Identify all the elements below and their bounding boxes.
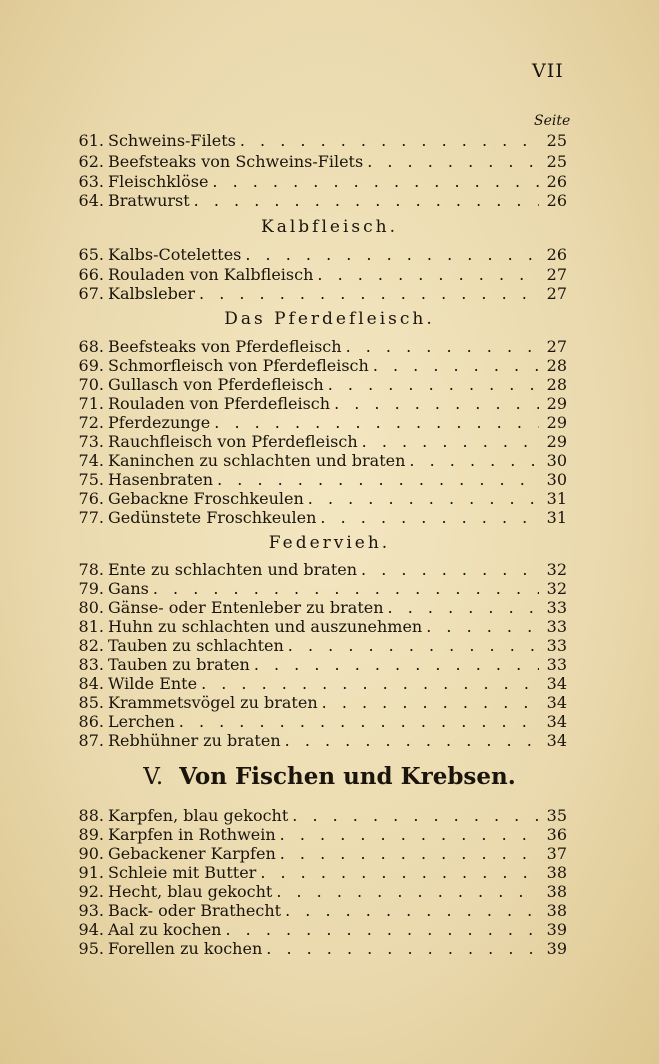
toc-entry xyxy=(64,508,567,528)
entry-page: 35 xyxy=(546,806,567,825)
entry-number: 61. xyxy=(78,131,104,150)
entry-number: 67. xyxy=(78,284,104,303)
entry-title: Rauchfleisch von Pferdefleisch xyxy=(108,432,358,451)
entry-page: 34 xyxy=(546,693,567,712)
entry-page: 33 xyxy=(546,655,567,674)
entry-number: 70. xyxy=(78,375,104,394)
entry-title: Beefsteaks von Pferdefleisch xyxy=(108,337,342,356)
dot-leader xyxy=(250,655,539,674)
entry-page: 38 xyxy=(546,882,567,901)
entry-page: 34 xyxy=(546,712,567,731)
entry-title: Schleie mit Butter xyxy=(108,863,257,882)
entry-title: Tauben zu braten xyxy=(108,655,250,674)
toc-entry xyxy=(64,598,567,618)
section-heading: Federvieh. xyxy=(268,533,391,553)
entry-page: 29 xyxy=(546,432,567,451)
chapter-title: Von Fischen und Krebsen. xyxy=(179,763,516,790)
entry-title: Kalbs-Cotelettes xyxy=(108,245,242,264)
dot-leader xyxy=(272,882,539,901)
entry-page: 26 xyxy=(546,245,567,264)
toc-entry xyxy=(64,356,567,376)
toc-entry xyxy=(64,863,567,883)
dot-leader xyxy=(281,901,539,920)
entry-page: 30 xyxy=(546,470,567,489)
entry-number: 85. xyxy=(78,693,104,712)
dot-leader xyxy=(276,825,539,844)
dot-leader xyxy=(236,131,539,150)
entry-number: 68. xyxy=(78,337,104,356)
page-number: VII xyxy=(532,60,564,82)
entry-title: Kalbsleber xyxy=(108,284,196,303)
dot-leader xyxy=(256,863,539,882)
entry-number: 81. xyxy=(78,617,104,636)
entry-page: 29 xyxy=(546,394,567,413)
entry-page: 31 xyxy=(546,508,567,527)
toc-entry xyxy=(64,470,567,490)
entry-number: 77. xyxy=(78,508,104,527)
dot-leader xyxy=(324,375,539,394)
entry-title: Gedünstete Froschkeulen xyxy=(108,508,317,527)
dot-leader xyxy=(363,152,539,171)
entry-number: 83. xyxy=(78,655,104,674)
toc-entry xyxy=(64,394,567,414)
entry-title: Gullasch von Pferdefleisch xyxy=(108,375,324,394)
toc-entry xyxy=(64,939,567,959)
column-header-seite: Seite xyxy=(534,113,571,129)
dot-leader xyxy=(281,731,539,750)
dot-leader xyxy=(149,579,539,598)
dot-leader xyxy=(384,598,539,617)
entry-title: Schweins-Filets xyxy=(108,131,236,150)
toc-entry xyxy=(64,579,567,599)
entry-page: 25 xyxy=(546,131,567,150)
entry-page: 25 xyxy=(546,152,567,171)
entry-page: 28 xyxy=(546,356,567,375)
dot-leader xyxy=(197,674,539,693)
dot-leader xyxy=(342,337,539,356)
entry-number: 78. xyxy=(78,560,104,579)
entry-title: Forellen zu kochen xyxy=(108,939,263,958)
entry-number: 89. xyxy=(78,825,104,844)
toc-entry xyxy=(64,432,567,452)
entry-page: 27 xyxy=(546,337,567,356)
entry-title: Huhn zu schlachten und auszunehmen xyxy=(108,617,423,636)
toc-entry xyxy=(64,284,567,304)
dot-leader xyxy=(208,172,539,191)
entry-title: Gebackne Froschkeulen xyxy=(108,489,304,508)
dot-leader xyxy=(330,394,539,413)
toc-entry xyxy=(64,375,567,395)
entry-number: 86. xyxy=(78,712,104,731)
entry-title: Tauben zu schlachten xyxy=(108,636,284,655)
entry-title: Rouladen von Pferdefleisch xyxy=(108,394,331,413)
entry-title: Gebackener Karpfen xyxy=(108,844,276,863)
toc-entry xyxy=(64,920,567,940)
toc-entry xyxy=(64,172,567,192)
toc-entry xyxy=(64,131,567,151)
entry-number: 75. xyxy=(78,470,104,489)
toc-entry xyxy=(64,265,567,285)
entry-number: 88. xyxy=(78,806,104,825)
entry-number: 79. xyxy=(78,579,104,598)
chapter-number: V. xyxy=(143,764,164,790)
toc-entry xyxy=(64,655,567,675)
dot-leader xyxy=(284,636,539,655)
entry-title: Rouladen von Kalbfleisch xyxy=(108,265,314,284)
toc-entry xyxy=(64,337,567,357)
toc-entry xyxy=(64,152,567,172)
toc-entry xyxy=(64,413,567,433)
entry-title: Gänse- oder Entenleber zu braten xyxy=(108,598,384,617)
dot-leader xyxy=(358,432,539,451)
entry-page: 27 xyxy=(546,284,567,303)
entry-number: 69. xyxy=(78,356,104,375)
entry-title: Karpfen in Rothwein xyxy=(108,825,276,844)
entry-number: 84. xyxy=(78,674,104,693)
entry-number: 71. xyxy=(78,394,104,413)
toc-entry xyxy=(64,451,567,471)
entry-page: 38 xyxy=(546,863,567,882)
entry-number: 74. xyxy=(78,451,104,470)
entry-page: 26 xyxy=(546,191,567,210)
dot-leader xyxy=(262,939,539,958)
entry-page: 33 xyxy=(546,617,567,636)
entry-title: Pferdezunge xyxy=(108,413,211,432)
chapter-heading xyxy=(0,763,659,790)
entry-page: 30 xyxy=(546,451,567,470)
dot-leader xyxy=(304,489,539,508)
section-heading: Das Pferdefleisch. xyxy=(224,309,435,329)
toc-entry xyxy=(64,844,567,864)
entry-number: 63. xyxy=(78,172,104,191)
dot-leader xyxy=(405,451,539,470)
entry-title: Schmorfleisch von Pferdefleisch xyxy=(108,356,369,375)
dot-leader xyxy=(422,617,539,636)
entry-number: 91. xyxy=(78,863,104,882)
dot-leader xyxy=(276,844,539,863)
dot-leader xyxy=(313,265,539,284)
dot-leader xyxy=(369,356,539,375)
toc-entry xyxy=(64,674,567,694)
entry-page: 32 xyxy=(546,560,567,579)
entry-number: 66. xyxy=(78,265,104,284)
entry-number: 95. xyxy=(78,939,104,958)
toc-entry xyxy=(64,560,567,580)
entry-page: 29 xyxy=(546,413,567,432)
entry-number: 90. xyxy=(78,844,104,863)
entry-number: 80. xyxy=(78,598,104,617)
entry-title: Karpfen, blau gekocht xyxy=(108,806,289,825)
toc-entry xyxy=(64,731,567,751)
toc-entry xyxy=(64,806,567,826)
entry-number: 76. xyxy=(78,489,104,508)
entry-number: 73. xyxy=(78,432,104,451)
dot-leader xyxy=(213,470,539,489)
dot-leader xyxy=(175,712,539,731)
dot-leader xyxy=(316,508,539,527)
toc-entry xyxy=(64,636,567,656)
entry-page: 28 xyxy=(546,375,567,394)
section-heading: Kalbfleisch. xyxy=(261,217,398,237)
entry-number: 65. xyxy=(78,245,104,264)
entry-title: Beefsteaks von Schweins-Filets xyxy=(108,152,364,171)
dot-leader xyxy=(318,693,539,712)
entry-page: 38 xyxy=(546,901,567,920)
entry-title: Ente zu schlachten und braten xyxy=(108,560,358,579)
entry-number: 93. xyxy=(78,901,104,920)
entry-page: 31 xyxy=(546,489,567,508)
entry-page: 34 xyxy=(546,674,567,693)
toc-entry xyxy=(64,712,567,732)
entry-page: 27 xyxy=(546,265,567,284)
entry-page: 39 xyxy=(546,939,567,958)
entry-page: 33 xyxy=(546,598,567,617)
entry-title: Back- oder Brathecht xyxy=(108,901,282,920)
entry-page: 33 xyxy=(546,636,567,655)
toc-entry xyxy=(64,825,567,845)
toc-entry xyxy=(64,901,567,921)
toc-entry xyxy=(64,245,567,265)
entry-number: 82. xyxy=(78,636,104,655)
entry-title: Lerchen xyxy=(108,712,175,731)
dot-leader xyxy=(357,560,539,579)
entry-number: 92. xyxy=(78,882,104,901)
dot-leader xyxy=(288,806,539,825)
toc-entry xyxy=(64,693,567,713)
toc-entry xyxy=(64,617,567,637)
entry-title: Aal zu kochen xyxy=(108,920,222,939)
entry-page: 32 xyxy=(546,579,567,598)
dot-leader xyxy=(221,920,539,939)
dot-leader xyxy=(210,413,539,432)
dot-leader xyxy=(195,284,539,303)
entry-title: Bratwurst xyxy=(108,191,190,210)
entry-page: 36 xyxy=(546,825,567,844)
entry-number: 87. xyxy=(78,731,104,750)
toc-entry xyxy=(64,489,567,509)
entry-page: 26 xyxy=(546,172,567,191)
entry-title: Fleischklöse xyxy=(108,172,209,191)
toc-entry xyxy=(64,882,567,902)
entry-page: 37 xyxy=(546,844,567,863)
entry-title: Gans xyxy=(108,579,149,598)
entry-number: 94. xyxy=(78,920,104,939)
entry-number: 64. xyxy=(78,191,104,210)
entry-title: Hasenbraten xyxy=(108,470,214,489)
entry-page: 34 xyxy=(546,731,567,750)
dot-leader xyxy=(241,245,539,264)
entry-title: Wilde Ente xyxy=(108,674,198,693)
entry-number: 62. xyxy=(78,152,104,171)
entry-title: Hecht, blau gekocht xyxy=(108,882,273,901)
entry-title: Rebhühner zu braten xyxy=(108,731,281,750)
toc-entry xyxy=(64,191,567,211)
entry-number: 72. xyxy=(78,413,104,432)
entry-title: Kaninchen zu schlachten und braten xyxy=(108,451,406,470)
entry-title: Krammetsvögel zu braten xyxy=(108,693,318,712)
dot-leader xyxy=(190,191,539,210)
entry-page: 39 xyxy=(546,920,567,939)
